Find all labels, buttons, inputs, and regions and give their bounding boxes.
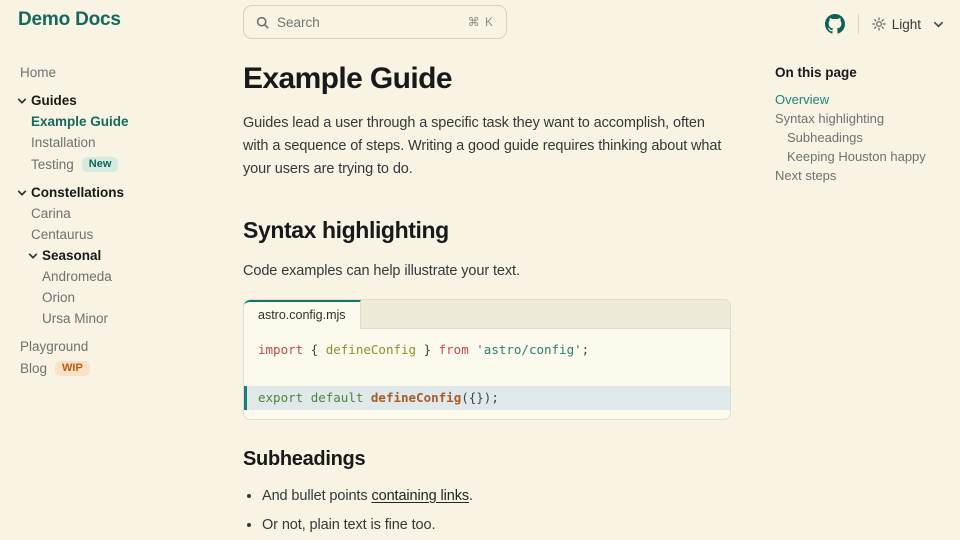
theme-select-value: Light [891,16,921,32]
sidebar-item-label: Carina [31,206,71,221]
sidebar-group-constellations[interactable] [17,186,231,200]
sidebar-item-label: Home [20,65,57,80]
sidebar-item-label: Constellations [31,185,125,200]
code-block [243,299,731,420]
sidebar-item-carina[interactable] [20,207,231,221]
github-icon [825,14,845,34]
site-header [0,0,960,48]
sidebar-item-label: Guides [31,93,77,108]
page-title: Example Guide [243,62,452,95]
chevron-down-icon [28,251,38,261]
on-this-page-nav [775,48,960,540]
code-line: import { defineConfig } from 'astro/config'; [258,342,590,357]
sidebar-item-label: Example Guide [31,114,129,129]
list-item: • And bullet points containing links. [262,485,731,507]
intro-paragraph: Guides lead a user through a specific task they want to accomplish, often with a sequence of steps. Writing a good guide requires thinking about what your users are trying to do. [243,115,722,177]
sidebar-item-label: Testing [31,156,74,172]
sidebar-item-testing[interactable] [20,157,231,172]
chevron-down-icon [17,188,27,198]
sidebar-item-centaurus[interactable] [20,228,231,242]
sidebar-item-example-guide[interactable] [20,115,231,129]
header-divider [858,14,859,34]
sidebar-item-label: Playground [20,339,89,354]
code-tab-strip [244,300,730,329]
sidebar-item-ursa-minor[interactable] [20,312,231,326]
syntax-paragraph: Code examples can help illustrate your text. [243,263,520,279]
inline-link[interactable]: containing links [371,488,469,504]
search-placeholder: Search [277,14,320,30]
sidebar-group-seasonal[interactable] [17,249,231,263]
sidebar-item-label: Installation [31,135,96,150]
sidebar-item-label: Seasonal [42,248,102,263]
toc-item-subheadings[interactable]: Subheadings [787,130,863,145]
list-item: • Or not, plain text is fine too. [262,514,731,536]
toc-item-overview[interactable]: Overview [775,92,830,107]
toc-title: On this page [775,65,857,80]
search-icon [256,16,269,29]
section-title-subheadings: Subheadings [243,448,366,470]
code-area[interactable] [244,329,730,419]
toc-items [775,93,960,182]
sidebar-group-guides[interactable] [17,94,231,108]
toc-item-keeping-houston-happy[interactable]: Keeping Houston happy [787,149,926,164]
sidebar-item-andromeda[interactable] [20,270,231,284]
sidebar-nav [0,48,231,540]
chevron-down-icon [17,96,27,106]
badge-new: New [82,157,119,172]
code-line [244,362,730,386]
sidebar-item-label: Ursa Minor [42,311,109,326]
site-logo[interactable]: Demo Docs [18,9,121,30]
chevron-down-icon [933,19,944,30]
sidebar-item-playground[interactable] [20,340,231,354]
code-line-highlighted: export default defineConfig({}); [244,386,730,410]
toc-item-syntax-highlighting[interactable]: Syntax highlighting [775,111,885,126]
sidebar-item-blog[interactable] [20,361,231,376]
badge-wip: WIP [55,361,90,376]
section-title-syntax-highlighting: Syntax highlighting [243,217,449,243]
code-tab-astro-config[interactable]: astro.config.mjs [244,300,361,329]
header-actions [825,0,944,48]
search-shortcut: ⌘ K [467,15,494,29]
sun-icon [872,17,886,31]
search-input[interactable] [243,5,507,39]
main-content [231,48,775,540]
sidebar-item-label: Andromeda [42,269,112,284]
bullet-list [243,485,731,536]
sidebar-item-label: Centaurus [31,227,94,242]
sidebar-item-orion[interactable] [20,291,231,305]
sidebar-item-home[interactable] [20,66,231,80]
sidebar-item-installation[interactable] [20,136,231,150]
sidebar-item-label: Orion [42,290,76,305]
theme-select[interactable] [872,17,944,32]
page-layout [0,48,960,540]
sidebar-item-label: Blog [20,360,48,376]
toc-item-next-steps[interactable]: Next steps [775,168,837,183]
github-link[interactable] [825,14,845,34]
